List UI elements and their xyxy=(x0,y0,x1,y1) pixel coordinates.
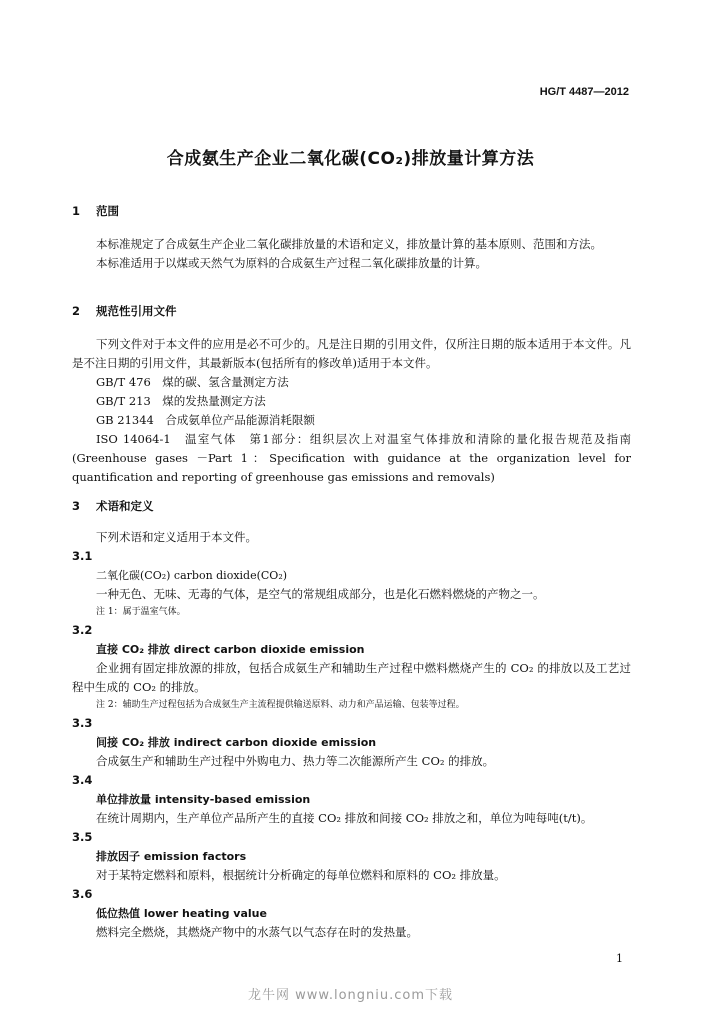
term-entry xyxy=(72,547,631,621)
term-definition: 企业拥有固定排放源的排放，包括合成氨生产和辅助生产过程中燃料燃烧产生的 CO₂ 的排放以及工艺过程中生成的 CO₂ 的排放。 xyxy=(72,661,631,694)
section-title: 规范性引用文件 xyxy=(96,304,177,318)
term-note: 注 1：属于温室气体。 xyxy=(96,607,186,617)
section-title: 范围 xyxy=(96,204,119,218)
watermark-text: 龙牛网 www.longniu.com下载 xyxy=(247,988,453,1003)
term-number: 3.1 xyxy=(72,549,93,563)
section-heading xyxy=(72,302,631,321)
section-title: 术语和定义 xyxy=(96,499,154,513)
term-definition: 一种无色、无味、无毒的气体，是空气的常规组成部分，也是化石燃料燃烧的产物之一。 xyxy=(96,587,545,601)
term-name: 排放因子 emission factors xyxy=(96,850,247,863)
reference-item: ISO 14064-1 温室气体 第1部分：组织层次上对温室气体排放和清除的量化报告规范及指南(Greenhouse gases －Part 1：Specification with guidance at the organization level for quantification and reporting of greenhouse gas emissions and removals) xyxy=(72,432,631,484)
section-normative-references xyxy=(72,302,631,487)
section-heading xyxy=(72,202,631,221)
paragraph: 本标准规定了合成氨生产企业二氧化碳排放量的术语和定义，排放量计算的基本原则、范围和方法。 xyxy=(96,237,602,251)
term-name: 二氧化碳(CO₂) carbon dioxide(CO₂) xyxy=(96,569,288,582)
term-entry xyxy=(72,621,631,714)
paragraph: 下列术语和定义适用于本文件。 xyxy=(96,530,257,544)
paragraph: 本标准适用于以煤或天然气为原料的合成氨生产过程二氧化碳排放量的计算。 xyxy=(96,256,487,270)
term-entry xyxy=(72,714,631,771)
term-name: 间接 CO₂ 排放 indirect carbon dioxide emission xyxy=(96,736,377,749)
term-name: 低位热值 lower heating value xyxy=(96,907,267,920)
term-definition: 合成氨生产和辅助生产过程中外购电力、热力等二次能源所产生 CO₂ 的排放。 xyxy=(96,754,495,768)
term-entry xyxy=(72,885,631,942)
term-number: 3.5 xyxy=(72,830,93,844)
term-name: 单位排放量 intensity-based emission xyxy=(96,793,311,806)
section-number: 3 xyxy=(72,499,81,513)
reference-item: GB/T 476 煤的碳、氢含量测定方法 xyxy=(96,375,289,389)
section-terms-definitions xyxy=(72,497,631,942)
term-note: 注 2：辅助生产过程包括为合成氨生产主流程提供输送原料、动力和产品运输、包装等过程。 xyxy=(96,700,465,710)
standard-number: HG/T 4487—2012 xyxy=(539,86,629,98)
term-entry xyxy=(72,771,631,828)
term-number: 3.2 xyxy=(72,623,93,637)
term-number: 3.4 xyxy=(72,773,93,787)
term-entry xyxy=(72,828,631,885)
reference-item: GB/T 213 煤的发热量测定方法 xyxy=(96,394,266,408)
section-number: 2 xyxy=(72,304,81,318)
document-title: 合成氨生产企业二氧化碳(CO₂)排放量计算方法 xyxy=(166,149,535,169)
term-definition: 燃料完全燃烧，其燃烧产物中的水蒸气以气态存在时的发热量。 xyxy=(96,925,418,939)
term-definition: 对于某特定燃料和原料，根据统计分析确定的每单位燃料和原料的 CO₂ 排放量。 xyxy=(96,868,506,882)
term-number: 3.6 xyxy=(72,887,93,901)
reference-item: GB 21344 合成氨单位产品能源消耗限额 xyxy=(96,413,315,427)
page-number: 1 xyxy=(616,952,623,965)
term-number: 3.3 xyxy=(72,716,93,730)
section-scope xyxy=(72,202,631,273)
section-number: 1 xyxy=(72,204,81,218)
term-definition: 在统计周期内，生产单位产品所产生的直接 CO₂ 排放和间接 CO₂ 排放之和，单位为吨每吨(t/t)。 xyxy=(96,811,593,825)
term-name: 直接 CO₂ 排放 direct carbon dioxide emission xyxy=(96,643,365,656)
section-heading xyxy=(72,497,631,516)
paragraph: 下列文件对于本文件的应用是必不可少的。凡是注日期的引用文件，仅所注日期的版本适用于本文件。凡是不注日期的引用文件，其最新版本(包括所有的修改单)适用于本文件。 xyxy=(72,337,631,370)
